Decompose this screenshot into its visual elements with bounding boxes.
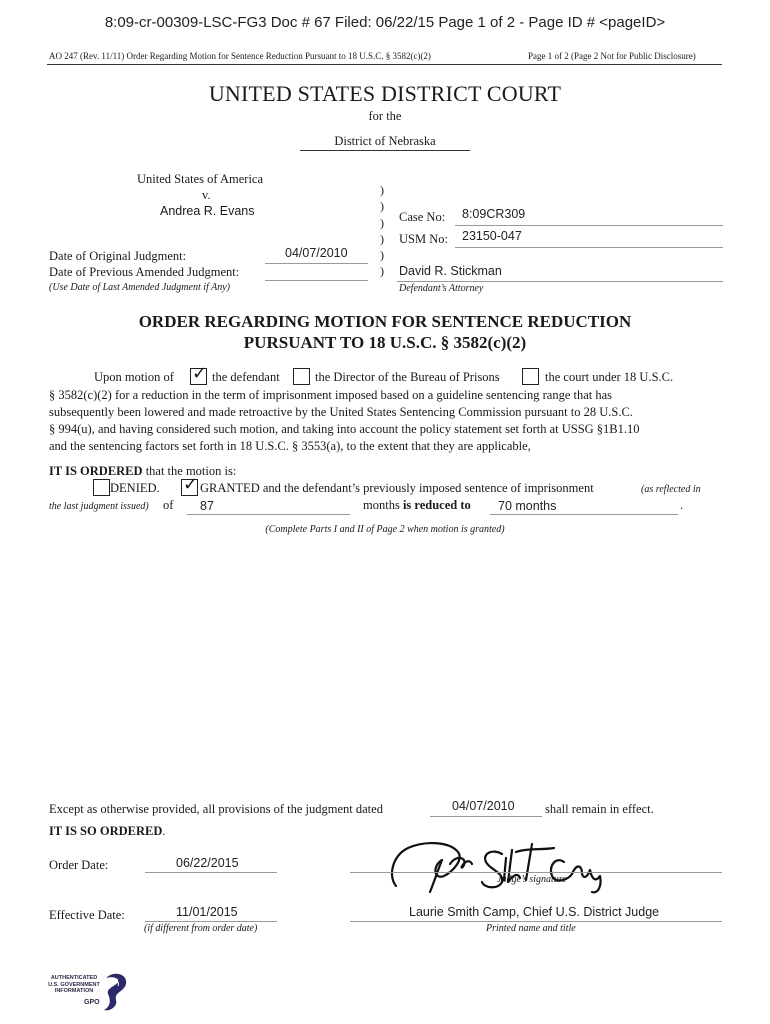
effective-date-note: (if different from order date): [144, 923, 258, 934]
paren: ): [380, 215, 384, 230]
paren-column: [380, 182, 384, 280]
checkbox-court[interactable]: [522, 368, 539, 385]
checkmark-icon: ✓: [192, 363, 208, 384]
it-is-ordered-line: [49, 464, 236, 479]
form-header-left: AO 247 (Rev. 11/11) Order Regarding Motion for Sentence Reduction Pursuant to 18 U.S.C. § 3582(c)(2): [49, 51, 431, 61]
gpo-line: U.S. GOVERNMENT: [48, 981, 100, 988]
motion-line: § 994(u), and having considered such motion, and taking into account the policy statement set forth at USSG §1B1.10: [49, 422, 640, 436]
form-header-rule: [47, 64, 722, 65]
checkbox-granted[interactable]: [181, 474, 199, 496]
opt-court: the court under 18 U.S.C.: [545, 370, 674, 384]
is-reduced-to: is reduced to: [402, 498, 471, 512]
order-title-line1: ORDER REGARDING MOTION FOR SENTENCE REDUCTION: [138, 312, 632, 331]
checkmark-icon: ✓: [183, 474, 199, 495]
attorney-line: [397, 281, 723, 282]
plaintiff-name: United States of America: [137, 172, 264, 186]
amended-judgment-label: Date of Previous Amended Judgment:: [49, 265, 240, 279]
original-judgment-label: Date of Original Judgment:: [49, 249, 187, 263]
reduced-line: [490, 514, 678, 515]
effective-date-line: [145, 921, 277, 922]
attorney-name[interactable]: David R. Stickman: [399, 264, 502, 278]
reduced-value[interactable]: 70 months: [498, 499, 557, 513]
district-name: District of Nebraska: [334, 134, 436, 148]
checkbox-bop[interactable]: [293, 368, 310, 385]
of-label: of: [163, 498, 174, 512]
so-ordered: IT IS SO ORDERED: [49, 824, 163, 838]
judge-signature: [386, 836, 621, 898]
for-the: for the: [368, 109, 402, 123]
paren: ): [380, 183, 384, 197]
gpo-mark: GPO: [84, 999, 100, 1006]
it-is-ordered: IT IS ORDERED: [49, 464, 143, 478]
order-title-line2: PURSUANT TO 18 U.S.C. § 3582(c)(2): [243, 333, 527, 352]
granted-label: GRANTED and the defendant’s previously imposed sentence of imprisonment: [200, 481, 594, 495]
amended-judgment-line: [265, 280, 368, 281]
paren: ): [380, 248, 384, 263]
judge-name-line: [350, 921, 722, 922]
except-text: Except as otherwise provided, all provisions of the judgment dated: [49, 802, 383, 816]
motion-is: that the motion is:: [142, 464, 237, 478]
months-word: months: [363, 498, 400, 512]
gpo-logo: [44, 972, 134, 1017]
case-no-value[interactable]: 8:09CR309: [462, 207, 526, 221]
motion-line: § 3582(c)(2) for a reduction in the term of imprisonment imposed based on a guideline sentencing range that has: [49, 388, 613, 402]
case-no-label: Case No:: [399, 210, 446, 224]
original-judgment-value[interactable]: 04/07/2010: [285, 246, 348, 260]
form-header-right: Page 1 of 2 (Page 2 Not for Public Disclosure): [528, 51, 696, 61]
upon-motion-of: Upon motion of: [94, 370, 174, 384]
so-ordered-line: [49, 824, 165, 839]
order-date-label: Order Date:: [49, 858, 109, 872]
eagle-icon: [100, 972, 130, 1014]
usm-no-label: USM No:: [399, 232, 448, 246]
filing-banner: 8:09-cr-00309-LSC-FG3 Doc # 67 Filed: 06/22/15 Page 1 of 2 - Page ID # <pageID>: [104, 14, 666, 31]
checkbox-defendant[interactable]: [190, 363, 208, 385]
paren: ): [380, 264, 384, 279]
attorney-label: Defendant’s Attorney: [399, 283, 484, 294]
reflected-note: (as reflected in: [641, 484, 701, 495]
opt-defendant: the defendant: [212, 370, 280, 384]
prior-months-value[interactable]: 87: [200, 499, 214, 513]
opt-bop: the Director of the Bureau of Prisons: [315, 370, 500, 384]
last-judgment-note: the last judgment issued): [49, 501, 149, 512]
order-date-value[interactable]: 06/22/2015: [176, 856, 239, 870]
gpo-line: INFORMATION: [54, 988, 94, 994]
effective-date-value[interactable]: 11/01/2015: [176, 905, 238, 919]
reduced-period: .: [680, 498, 684, 512]
printed-name-label: Printed name and title: [486, 923, 576, 934]
case-no-line: [455, 225, 723, 226]
denied-label: DENIED.: [110, 481, 160, 495]
district-underline: [300, 150, 470, 151]
motion-line: subsequently been lowered and made retroactive by the United States Sentencing Commission pursuant to 28 U.S.C.: [49, 405, 633, 419]
remain-text: shall remain in effect.: [545, 802, 654, 816]
checkbox-denied[interactable]: [93, 479, 110, 496]
amended-note: (Use Date of Last Amended Judgment if Any): [49, 282, 230, 293]
usm-no-line: [455, 247, 723, 248]
months-label: [363, 498, 471, 513]
complete-parts-note: (Complete Parts I and II of Page 2 when motion is granted): [265, 524, 505, 535]
court-title: UNITED STATES DISTRICT COURT: [208, 81, 562, 106]
defendant-name: Andrea R. Evans: [160, 204, 255, 218]
judge-signature-label: Judge’s signature: [497, 874, 567, 885]
judge-signature-line: [350, 872, 722, 873]
gpo-line: AUTHENTICATED: [50, 975, 98, 981]
versus: v.: [202, 188, 211, 202]
order-date-line: [145, 872, 277, 873]
prior-months-line: [187, 514, 350, 515]
usm-no-value[interactable]: 23150-047: [462, 229, 522, 243]
judgment-date-line: [430, 816, 542, 817]
gpo-text: [44, 975, 104, 995]
original-judgment-line: [265, 263, 368, 264]
so-ordered-period: .: [162, 824, 166, 838]
motion-line: and the sentencing factors set forth in 18 U.S.C. § 3553(a), to the extent that they are applicable,: [49, 439, 531, 453]
effective-date-label: Effective Date:: [49, 908, 125, 922]
paren: ): [380, 231, 384, 246]
paren: ): [380, 199, 384, 214]
judgment-date-value[interactable]: 04/07/2010: [452, 799, 515, 813]
judge-name-value[interactable]: Laurie Smith Camp, Chief U.S. District Judge: [409, 905, 660, 919]
